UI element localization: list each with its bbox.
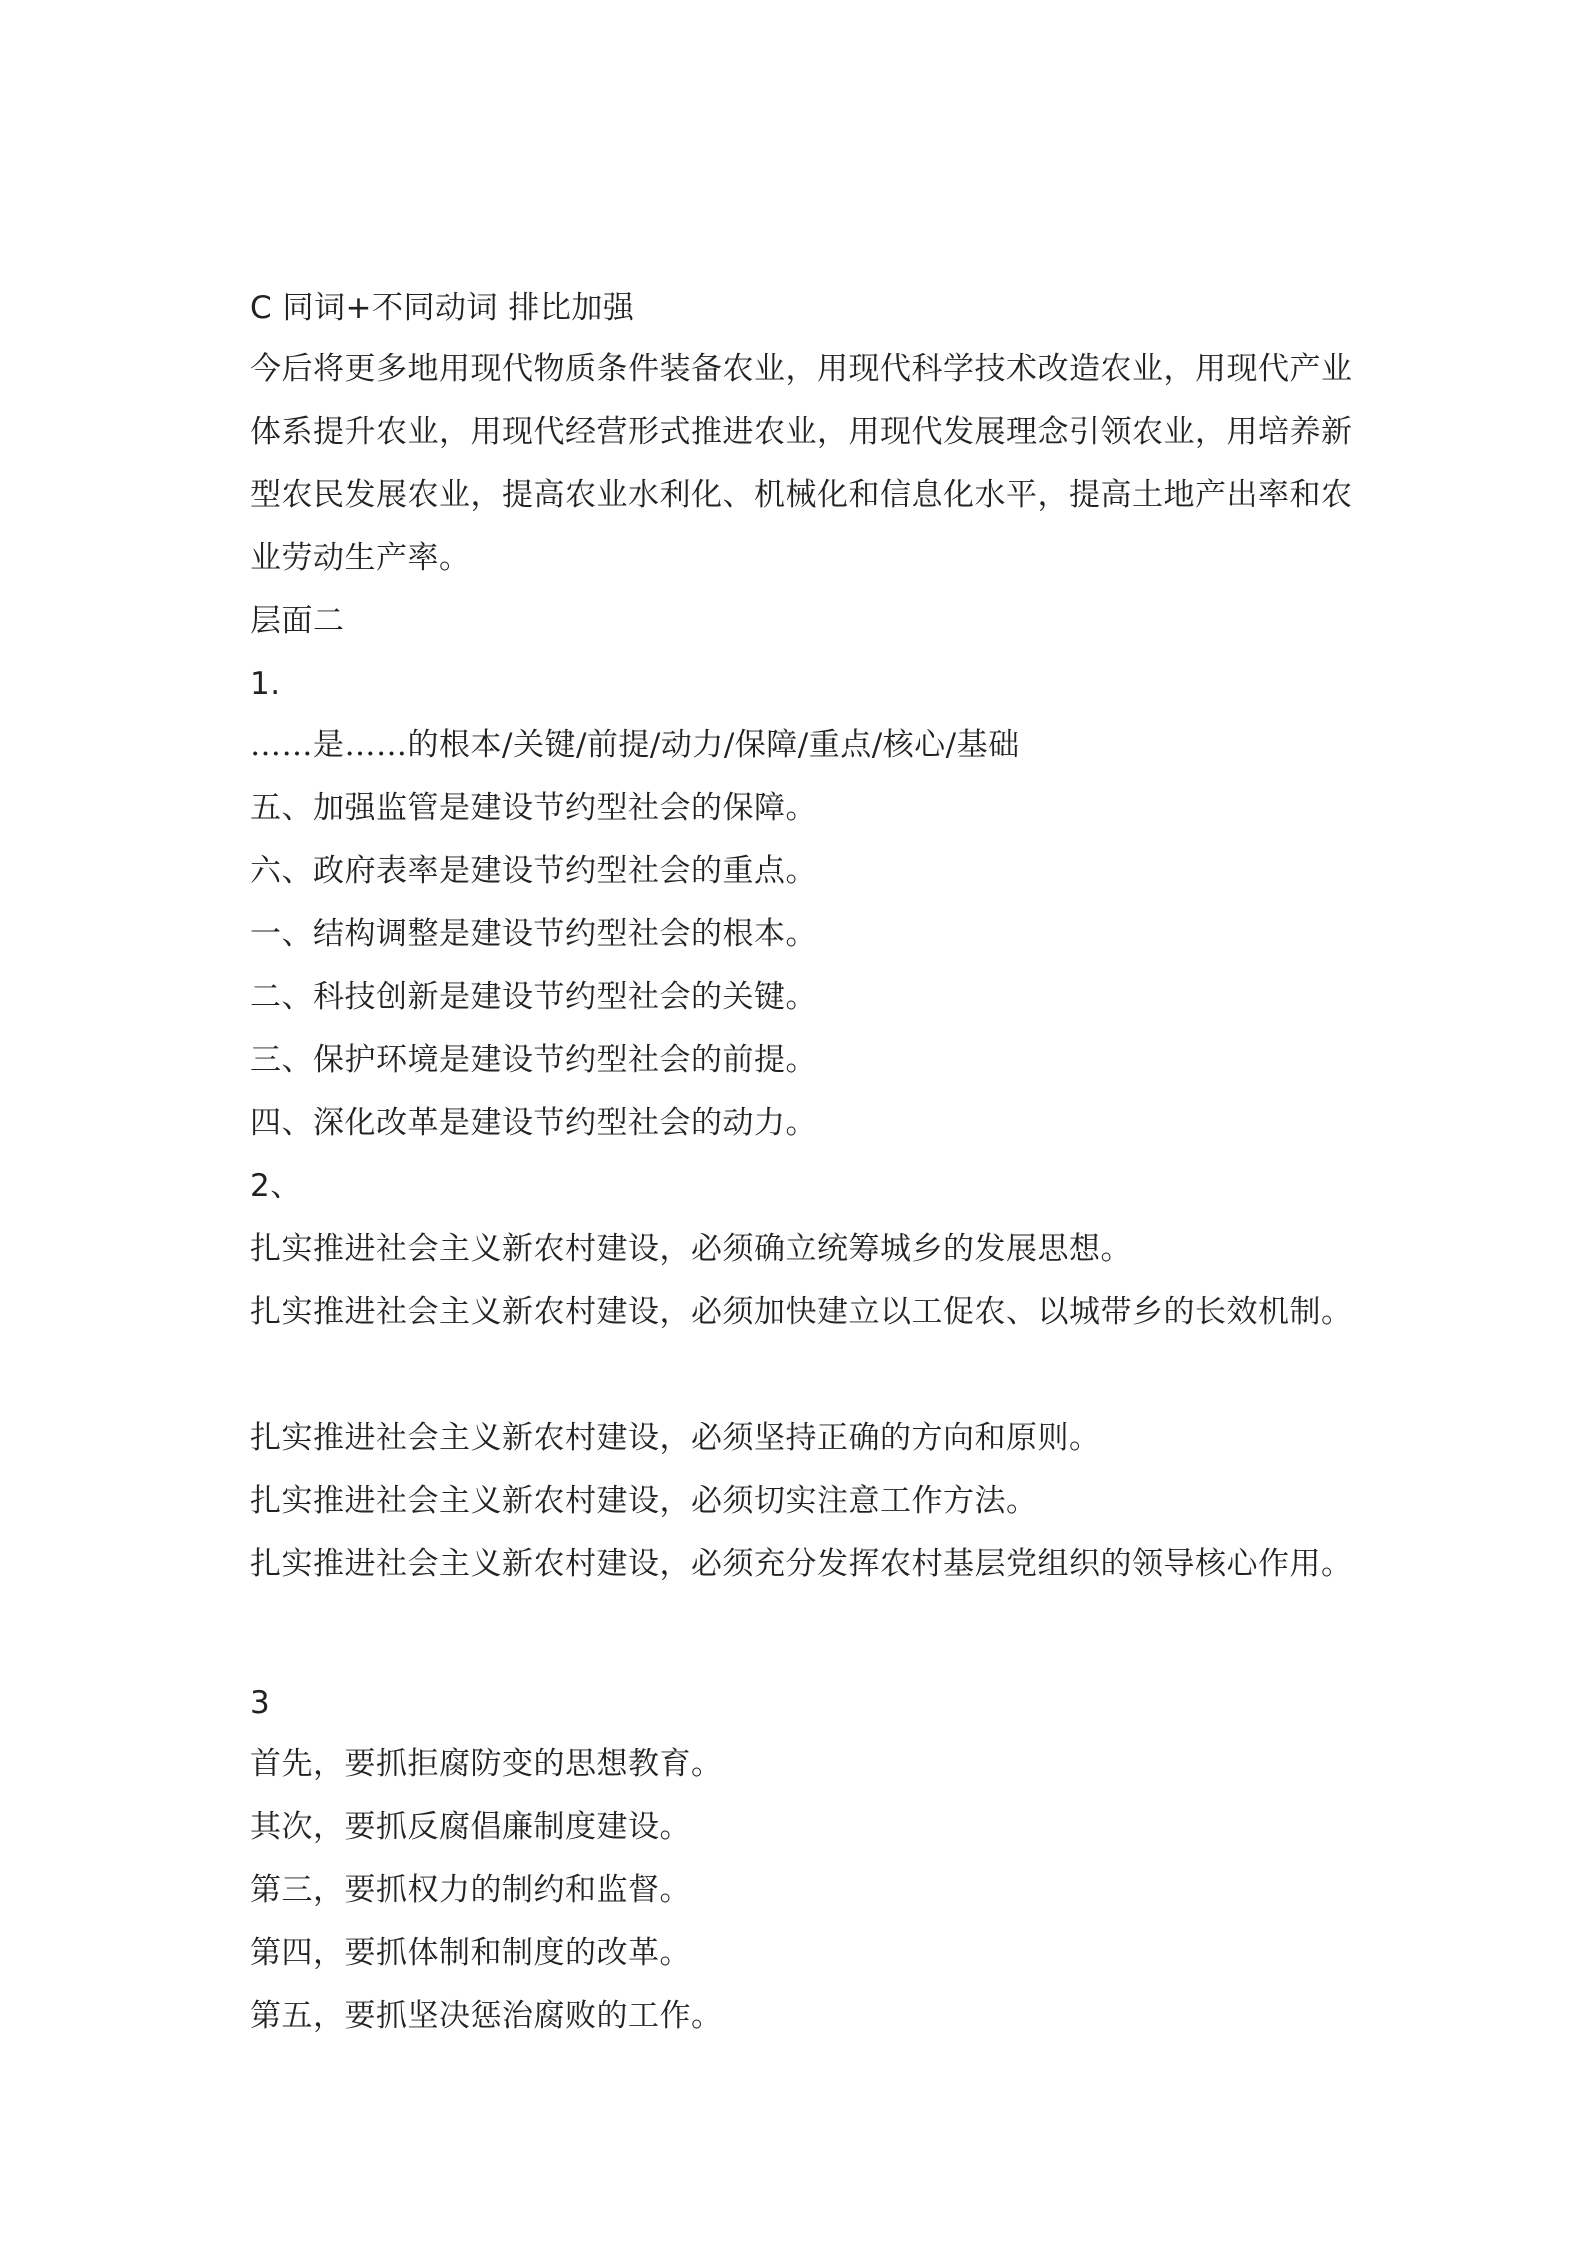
item-number: 1. [250, 666, 281, 702]
list-item: 扎实推进社会主义新农村建设，必须确立统筹城乡的发展思想。 [250, 1231, 1132, 1267]
list-item: 四、深化改革是建设节约型社会的动力。 [250, 1105, 817, 1141]
item-number: 2、 [250, 1168, 302, 1204]
list-item: 扎实推进社会主义新农村建设，必须充分发挥农村基层党组织的领导核心作用。 [250, 1546, 1353, 1582]
subheading-c: C 同词+不同动词 排比加强 [250, 290, 635, 326]
list-item: 扎实推进社会主义新农村建设，必须加快建立以工促农、以城带乡的长效机制。 [250, 1294, 1353, 1330]
list-item: 六、政府表率是建设节约型社会的重点。 [250, 853, 817, 889]
section-heading: 层面二 [250, 603, 345, 639]
list-item: 第五，要抓坚决惩治腐败的工作。 [250, 1998, 723, 2034]
paragraph-line: 今后将更多地用现代物质条件装备农业，用现代科学技术改造农业，用现代产业 [250, 351, 1353, 387]
list-item: 一、结构调整是建设节约型社会的根本。 [250, 916, 817, 952]
pattern-line: ……是……的根本/关键/前提/动力/保障/重点/核心/基础 [250, 727, 1020, 763]
list-item: 其次，要抓反腐倡廉制度建设。 [250, 1809, 691, 1845]
list-item: 扎实推进社会主义新农村建设，必须坚持正确的方向和原则。 [250, 1420, 1101, 1456]
list-item: 第三，要抓权力的制约和监督。 [250, 1872, 691, 1908]
paragraph-line: 业劳动生产率。 [250, 540, 471, 576]
list-item: 五、加强监管是建设节约型社会的保障。 [250, 790, 817, 826]
paragraph-line: 体系提升农业，用现代经营形式推进农业，用现代发展理念引领农业，用培养新 [250, 414, 1353, 450]
list-item: 二、科技创新是建设节约型社会的关键。 [250, 979, 817, 1015]
list-item: 首先，要抓拒腐防变的思想教育。 [250, 1746, 723, 1782]
list-item: 扎实推进社会主义新农村建设，必须切实注意工作方法。 [250, 1483, 1038, 1519]
paragraph-line: 型农民发展农业，提高农业水利化、机械化和信息化水平，提高土地产出率和农 [250, 477, 1353, 513]
list-item: 三、保护环境是建设节约型社会的前提。 [250, 1042, 817, 1078]
item-number: 3 [250, 1685, 271, 1721]
list-item: 第四，要抓体制和制度的改革。 [250, 1935, 691, 1971]
